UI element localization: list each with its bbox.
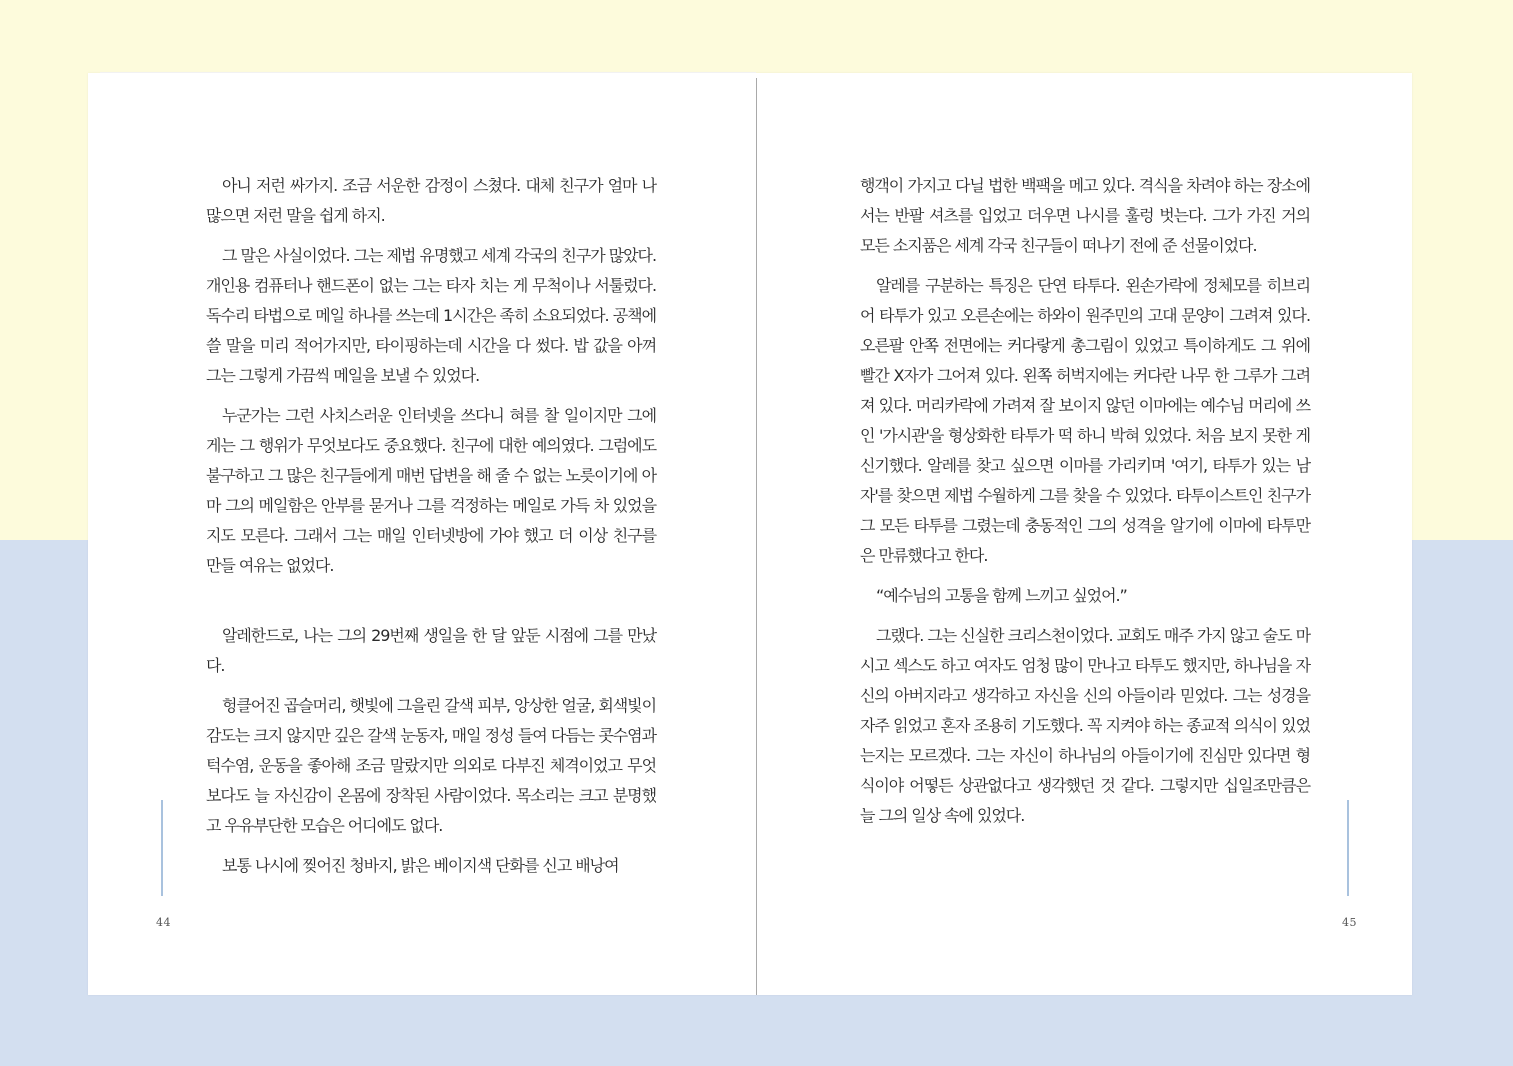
right-paragraph-4: 그랬다. 그는 신실한 크리스천이었다. 교회도 매주 가지 않고 술도 마시고 섹스도 하고 여자도 엄청 많이 만나고 타투도 했지만, 하나님을 자신의 아버지라고 생각하고 자신을 신의 아들이라 믿었다. 그는 성경을 자주 읽었고 혼자 조용히 기도했다. 꼭 지켜야 하는 종교적 의식이 있었는지는 모르겠다. 그는 자신이 하나님의 아들이기에 진심만 있다면 형식이야 어떻든 상관없다고 생각했던 것 같다. 그렇지만 십일조만큼은 늘 그의 일상 속에 있었다.: [860, 626, 1310, 825]
left-paragraph-1: 아니 저런 싸가지. 조금 서운한 감정이 스쳤다. 대체 친구가 얼마 나 많으면 저런 말을 쉽게 하지.: [206, 176, 656, 225]
right-page-body: [860, 171, 1310, 841]
left-paragraph-2: 그 말은 사실이었다. 그는 제법 유명했고 세계 각국의 친구가 많았다. 개인용 컴퓨터나 핸드폰이 없는 그는 타자 치는 게 무척이나 서툴렀다. 독수리 타법으로 메일 하나를 쓰는데 1시간은 족히 소요되었다. 공책에 쓸 말을 미리 적어가지만, 타이핑하는데 시간을 다 썼다. 밥 값을 아껴 그는 그렇게 가끔씩 메일을 보낼 수 있었다.: [206, 246, 656, 385]
right-paragraph-3: “예수님의 고통을 함께 느끼고 싶었어.”: [876, 586, 1127, 605]
left-paragraph-6: 보통 나시에 찢어진 청바지, 밝은 베이지색 단화를 신고 배낭여: [222, 856, 619, 875]
right-paragraph-2: 알레를 구분하는 특징은 단연 타투다. 왼손가락에 정체모를 히브리어 타투가 있고 오른손에는 하와이 원주민의 고대 문양이 그려져 있다. 오른팔 안쪽 전면에는 커다랗게 총그림이 있었고 특이하게도 그 위에 빨간 X자가 그어져 있다. 왼쪽 허벅지에는 커다란 나무 한 그루가 그려져 있다. 머리카락에 가려져 잘 보이지 않던 이마에는 예수님 머리에 쓰인 '가시관'을 형상화한 타투가 떡 하니 박혀 있었다. 처음 보지 못한 게 신기했다. 알레를 찾고 싶으면 이마를 가리키며 '여기, 타투가 있는 남자'를 찾으면 제법 수월하게 그를 찾을 수 있었다. 타투이스트인 친구가 그 모든 타투를 그렸는데 충동적인 그의 성격을 알기에 이마에 타투만은 만류했다고 한다.: [860, 276, 1310, 565]
right-margin-rule: [1347, 800, 1349, 896]
left-page-body: [206, 171, 656, 891]
left-page-number: 44: [156, 916, 171, 929]
left-margin-rule: [161, 800, 163, 896]
left-page-edge: [100, 72, 756, 79]
book-gutter: [756, 78, 757, 995]
right-page-number: 45: [1342, 916, 1357, 929]
left-paragraph-4: 알레한드로, 나는 그의 29번째 생일을 한 달 앞둔 시점에 그를 만났다.: [206, 626, 656, 675]
left-paragraph-5: 헝클어진 곱슬머리, 햇빛에 그을린 갈색 피부, 앙상한 얼굴, 회색빛이 감도는 크지 않지만 깊은 갈색 눈동자, 매일 정성 들여 다듬는 콧수염과 턱수염, 운동을 좋아해 조금 말랐지만 의외로 다부진 체격이었고 무엇보다도 늘 자신감이 온몸에 장착된 사람이었다. 목소리는 크고 분명했고 우유부단한 모습은 어디에도 없다.: [206, 696, 656, 835]
right-paragraph-1: 행객이 가지고 다닐 법한 백팩을 메고 있다. 격식을 차려야 하는 장소에서는 반팔 셔츠를 입었고 더우면 나시를 훌렁 벗는다. 그가 가진 거의 모든 소지품은 세계 각국 친구들이 떠나기 전에 준 선물이었다.: [860, 176, 1310, 255]
left-paragraph-3: 누군가는 그런 사치스러운 인터넷을 쓰다니 혀를 찰 일이지만 그에게는 그 행위가 무엇보다도 중요했다. 친구에 대한 예의였다. 그럼에도 불구하고 그 많은 친구들에게 매번 답변을 해 줄 수 없는 노릇이기에 아마 그의 메일함은 안부를 묻거나 그를 걱정하는 메일로 가득 차 있었을지도 모른다. 그래서 그는 매일 인터넷방에 가야 했고 더 이상 친구를 만들 여유는 없었다.: [206, 406, 656, 575]
